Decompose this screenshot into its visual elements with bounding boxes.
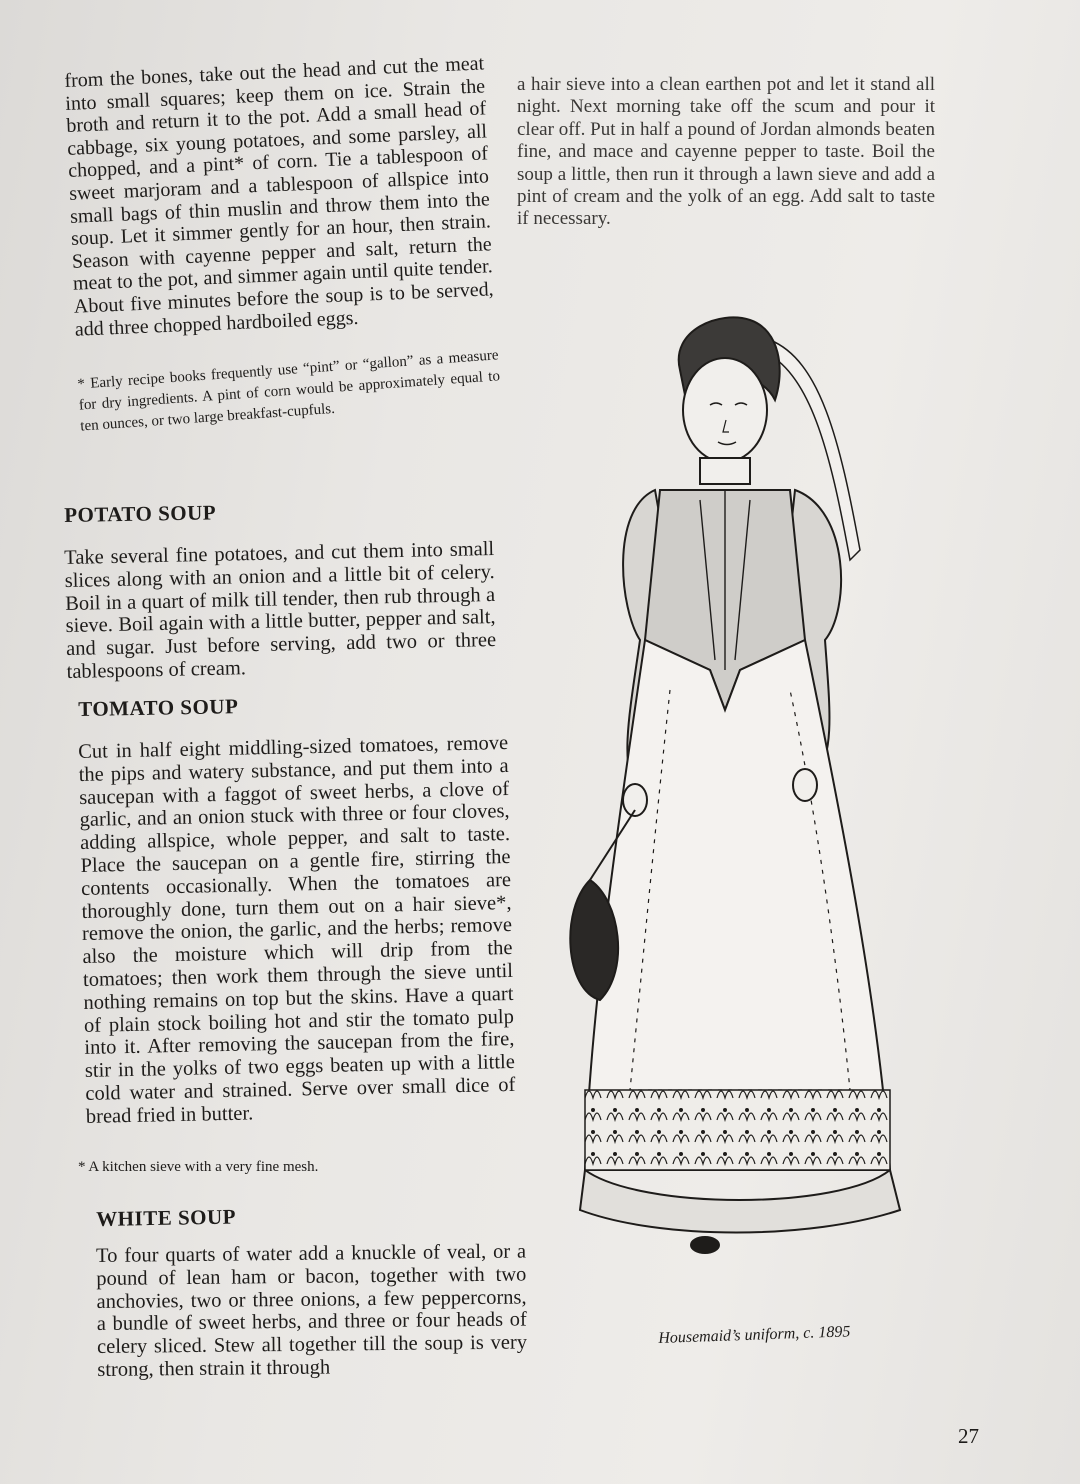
white-soup-section: [95, 1204, 528, 1381]
intro-block: [64, 52, 499, 437]
right-column-text: a hair sieve into a clean earthen pot and let it stand all night. Next morning take off the scum and pour it clear off. Put in half a pound of Jordan almonds beaten fine, and mace and cayenne pepper to taste. Boil the soup a little, then run it through a lawn sieve and add a pint of cream and the yolk of an egg. Add salt to taste if necessary.: [517, 74, 935, 230]
white-soup-text: To four quarts of water add a knuckle of veal, or a pound of lean ham or bacon, together with two anchovies, two or three onions, a few peppercorns, a bundle of sweet herbs, and three or four heads of celery sliced. Stew all together till the soup is very strong, then strain it through: [96, 1240, 528, 1381]
tomato-footnote: * A kitchen sieve with a very fine mesh.: [78, 1159, 319, 1176]
housemaid-illustration: [560, 310, 950, 1260]
potato-soup-text: Take several fine potatoes, and cut them into small slices along with an onion and a little bit of celery. Boil in a quart of milk till tender, then rub through a sieve. Boil again with a little butter, pepper and salt, and sugar. Just before serving, add two or three tablespoons of cream.: [64, 537, 497, 683]
potato-soup-title: POTATO SOUP: [63, 500, 217, 527]
left-column: [63, 52, 528, 1381]
tomato-soup-section: [77, 694, 516, 1179]
tomato-soup-text: Cut in half eight middling-sized tomatoes, remove the pips and watery substance, and put them into a saucepan with a faggot of sweet herbs, a clove of garlic, and an onion stuck with three or four cloves, adding allspice, whole pepper, and salt to taste. Place the saucepan on a gentle fire, stirring the contents occasionally. When the tomatoes are thoroughly done, turn them out on a hair sieve*, remove the onion, the garlic, and the herbs; remove also the moisture which will drip from the tomatoes; then work them through the sieve until nothing remains on top but the skins. Have a quart of plain stock boiling hot and stir the tomato pulp into it. After removing the saucepan from the fire, stir in the yolks of two eggs beaten up with a little cold water and strained. Serve over small dice of bread fried in butter.: [78, 731, 516, 1128]
potato-soup-section: [63, 500, 497, 683]
tomato-soup-title: TOMATO SOUP: [77, 694, 239, 721]
illustration-caption: Housemaid’s uniform, c. 1895: [658, 1323, 851, 1347]
right-column: [517, 74, 935, 231]
intro-paragraph: from the bones, take out the head and cut the meat into small squares; keep them on ice. Strain the broth and return it to the pot. Add a small head of cabbage, six young potatoes, and some parsley, all chopped, and a pint* of corn. Tie a tablespoon of sweet marjoram and a tablespoon of allspice into small bags of thin muslin and throw them into the soup. Let it simmer gently for an hour, then strain. Season with cayenne pepper and salt, return the meat to the pot, and simmer again until quite tender. About five minutes before the soup is to be served, add three chopped hardboiled eggs.: [64, 52, 495, 341]
page-number: 27: [958, 1424, 979, 1448]
intro-footnote: * Early recipe books frequently use “pint” or “gallon” as a measure for dry ingredients. A pint of corn would be approximately equal to ten ounces, or two large breakfast-cupfuls.: [76, 347, 501, 435]
white-soup-title: WHITE SOUP: [95, 1204, 237, 1231]
